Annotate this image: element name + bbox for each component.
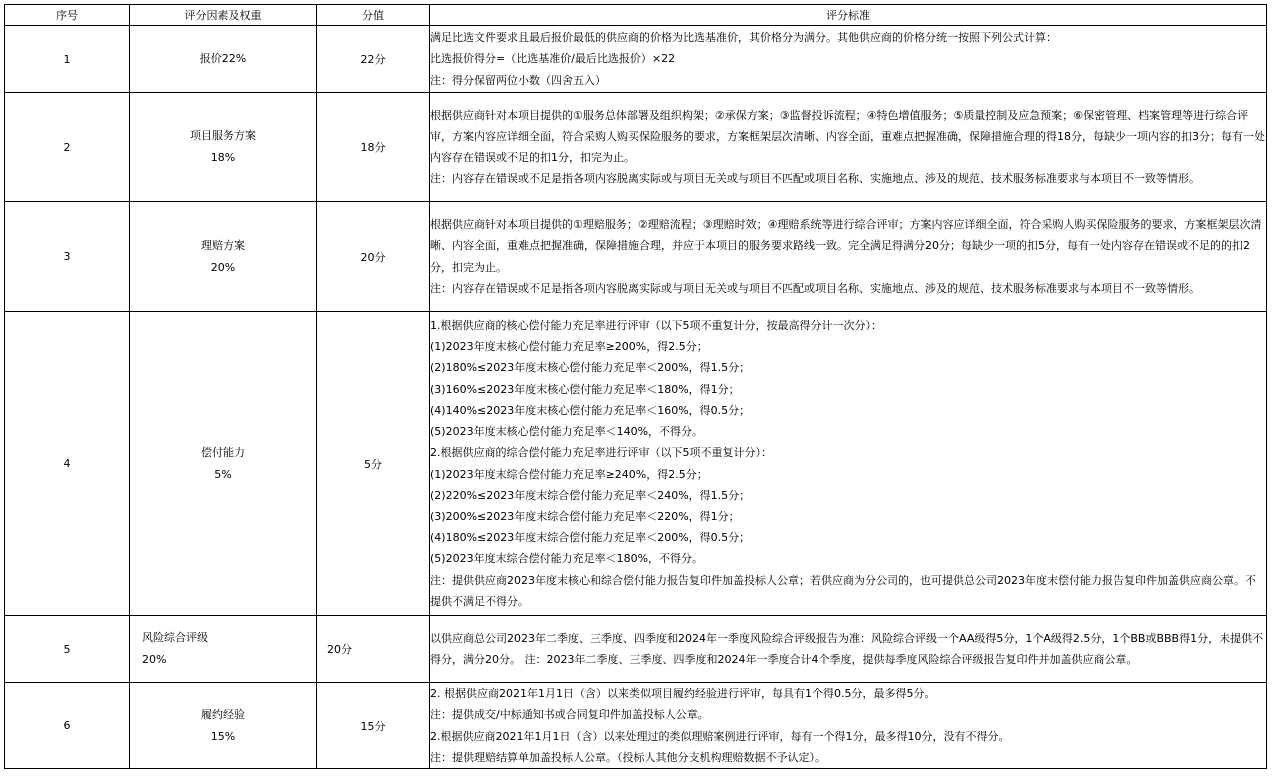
criteria-line: 1.根据供应商的核心偿付能力充足率进行评审（以下5项不重复计分，按最高得分计一次分）： xyxy=(430,319,882,333)
criteria-line: (5)2023年度末综合偿付能力充足率＜180%，不得分。 xyxy=(430,552,704,566)
criteria-line: 2.根据供应商2021年1月1日（含）以来处理过的类似理赔案例进行评审，每有一个得1分，最多得10分，没有不得分。 xyxy=(430,729,1010,743)
factor-weight: 18% xyxy=(210,151,236,164)
criteria-line: 注：内容存在错误或不足是指各项内容脱离实际或与项目无关或与项目不匹配或项目名称、实施地点、涉及的规范、技术服务标准要求与本项目不一致等情形。 xyxy=(430,281,1200,295)
row-criteria xyxy=(430,26,1267,93)
criteria-line: (2)180%≤2023年度末核心偿付能力充足率＜200%，得1.5分； xyxy=(430,361,751,375)
criteria-line: 注：提供供应商2023年度末核心和综合偿付能力报告复印件加盖投标人公章；若供应商为分公司的，也可提供总公司2023年度末偿付能力报告复印件加盖供应商公章。不提供不满足不得分。 xyxy=(430,573,1256,608)
criteria-line: 以供应商总公司2023年二季度、三季度、四季度和2024年一季度风险综合评级报告为准：风险综合评级一个AA级得5分，1个A级得2.5分，1个BB或BBB得1分，未提供不得分，满分20分。 注：2023年二季度、三季度、四季度和2024年一季度合计4个季度，提供每季度风险综合评级报告复印件并加盖供应商公章。 xyxy=(430,631,1264,666)
row-score: 20分 xyxy=(317,616,430,683)
table-row xyxy=(5,26,1267,93)
table-row xyxy=(5,616,1267,683)
factor-name: 偿付能力 xyxy=(201,445,245,459)
row-criteria xyxy=(430,312,1267,616)
row-factor xyxy=(130,683,317,769)
criteria-line: (1)2023年度末核心偿付能力充足率≥200%，得2.5分； xyxy=(430,340,708,354)
row-score: 22分 xyxy=(317,26,430,93)
header-criteria: 评分标准 xyxy=(430,5,1267,26)
criteria-line: 注：提供成交/中标通知书或合同复印件加盖投标人公章。 xyxy=(430,708,709,722)
row-score: 20分 xyxy=(317,202,430,312)
factor-weight: 15% xyxy=(210,729,236,743)
table-row xyxy=(5,312,1267,616)
row-criteria xyxy=(430,616,1267,683)
criteria-line: (4)180%≤2023年度末综合偿付能力充足率＜200%，得0.5分； xyxy=(430,531,751,545)
factor-name: 风险综合评级 xyxy=(142,631,208,644)
criteria-line: 注：得分保留两位小数（四舍五入） xyxy=(430,73,606,87)
row-criteria xyxy=(430,683,1267,769)
header-score: 分值 xyxy=(317,5,430,26)
row-criteria xyxy=(430,202,1267,312)
criteria-line: (1)2023年度末综合偿付能力充足率≥240%，得2.5分； xyxy=(430,467,708,481)
row-score: 15分 xyxy=(317,683,430,769)
row-factor xyxy=(130,93,317,202)
criteria-line: 比选报价得分=（比选基准价/最后比选报价）×22 xyxy=(430,52,676,66)
criteria-line: 2. 根据供应商2021年1月1日（含）以来类似项目履约经验进行评审，每具有1个得0.5分，最多得5分。 xyxy=(430,687,936,701)
table-row xyxy=(5,683,1267,769)
criteria-line: (4)140%≤2023年度末核心偿付能力充足率＜160%，得0.5分； xyxy=(430,403,751,417)
criteria-line: 根据供应商针对本项目提供的①服务总体部署及组织构架；②承保方案；③监督投诉流程；④特色增值服务；⑤质量控制及应急预案；⑥保密管理、档案管理等进行综合评审，方案内容应详细全面，符合采购人购买保险服务的要求，方案框架层次清晰、内容全面，重难点把握准确，保障措施合理的得18分，每缺少一项内容的扣3分；每有一处内容存在错误或不足的扣1分，扣完为止。 xyxy=(430,108,1265,164)
criteria-line: 2.根据供应商的综合偿付能力充足率进行评审（以下5项不重复计分）： xyxy=(430,446,772,460)
header-factor: 评分因素及权重 xyxy=(130,5,317,26)
row-no: 1 xyxy=(5,26,130,93)
row-factor xyxy=(130,616,317,683)
criteria-line: (3)160%≤2023年度末核心偿付能力充足率＜180%，得1分； xyxy=(430,382,740,396)
table-header-row xyxy=(5,5,1267,26)
row-factor xyxy=(130,202,317,312)
scoring-table xyxy=(4,4,1267,769)
criteria-line: (2)220%≤2023年度末综合偿付能力充足率＜240%，得1.5分； xyxy=(430,488,751,502)
factor-name: 履约经验 xyxy=(201,707,245,721)
factor-name: 项目服务方案 xyxy=(190,129,256,142)
row-criteria xyxy=(430,93,1267,202)
table-row xyxy=(5,93,1267,202)
row-factor xyxy=(130,312,317,616)
row-no: 3 xyxy=(5,202,130,312)
row-no: 5 xyxy=(5,616,130,683)
row-no: 6 xyxy=(5,683,130,769)
row-score: 18分 xyxy=(317,93,430,202)
factor-weight: 20% xyxy=(210,260,236,274)
row-score: 5分 xyxy=(317,312,430,616)
criteria-line: 注：内容存在错误或不足是指各项内容脱离实际或与项目无关或与项目不匹配或项目名称、实施地点、涉及的规范、技术服务标准要求与本项目不一致等情形。 xyxy=(430,172,1200,186)
header-no: 序号 xyxy=(5,5,130,26)
row-no: 2 xyxy=(5,93,130,202)
criteria-line: 满足比选文件要求且最后报价最低的供应商的价格为比选基准价，其价格分为满分。其他供应商的价格分统一按照下列公式计算： xyxy=(430,31,1057,45)
factor-weight: 5% xyxy=(214,467,232,481)
criteria-line: 根据供应商针对本项目提供的①理赔服务；②理赔流程；③理赔时效；④理赔系统等进行综合评审；方案内容应详细全面，符合采购人购买保险服务的要求，方案框架层次清晰、内容全面，重难点把握准确，保障措施合理，并应于本项目的服务要求路线一致。完全满足得满分20分；每缺少一项的扣5分，每有一处内容存在错误或不足的的扣2分，扣完为止。 xyxy=(430,218,1262,274)
row-factor xyxy=(130,26,317,93)
factor-name: 报价22% xyxy=(199,52,247,65)
row-no: 4 xyxy=(5,312,130,616)
criteria-line: 注：提供理赔结算单加盖投标人公章。（投标人其他分支机构理赔数据不予认定）。 xyxy=(430,750,826,764)
factor-weight: 20% xyxy=(142,653,167,666)
factor-name: 理赔方案 xyxy=(201,238,245,252)
criteria-line: (3)200%≤2023年度末综合偿付能力充足率＜220%，得1分； xyxy=(430,509,740,523)
criteria-line: (5)2023年度末核心偿付能力充足率＜140%，不得分。 xyxy=(430,425,704,439)
table-row xyxy=(5,202,1267,312)
